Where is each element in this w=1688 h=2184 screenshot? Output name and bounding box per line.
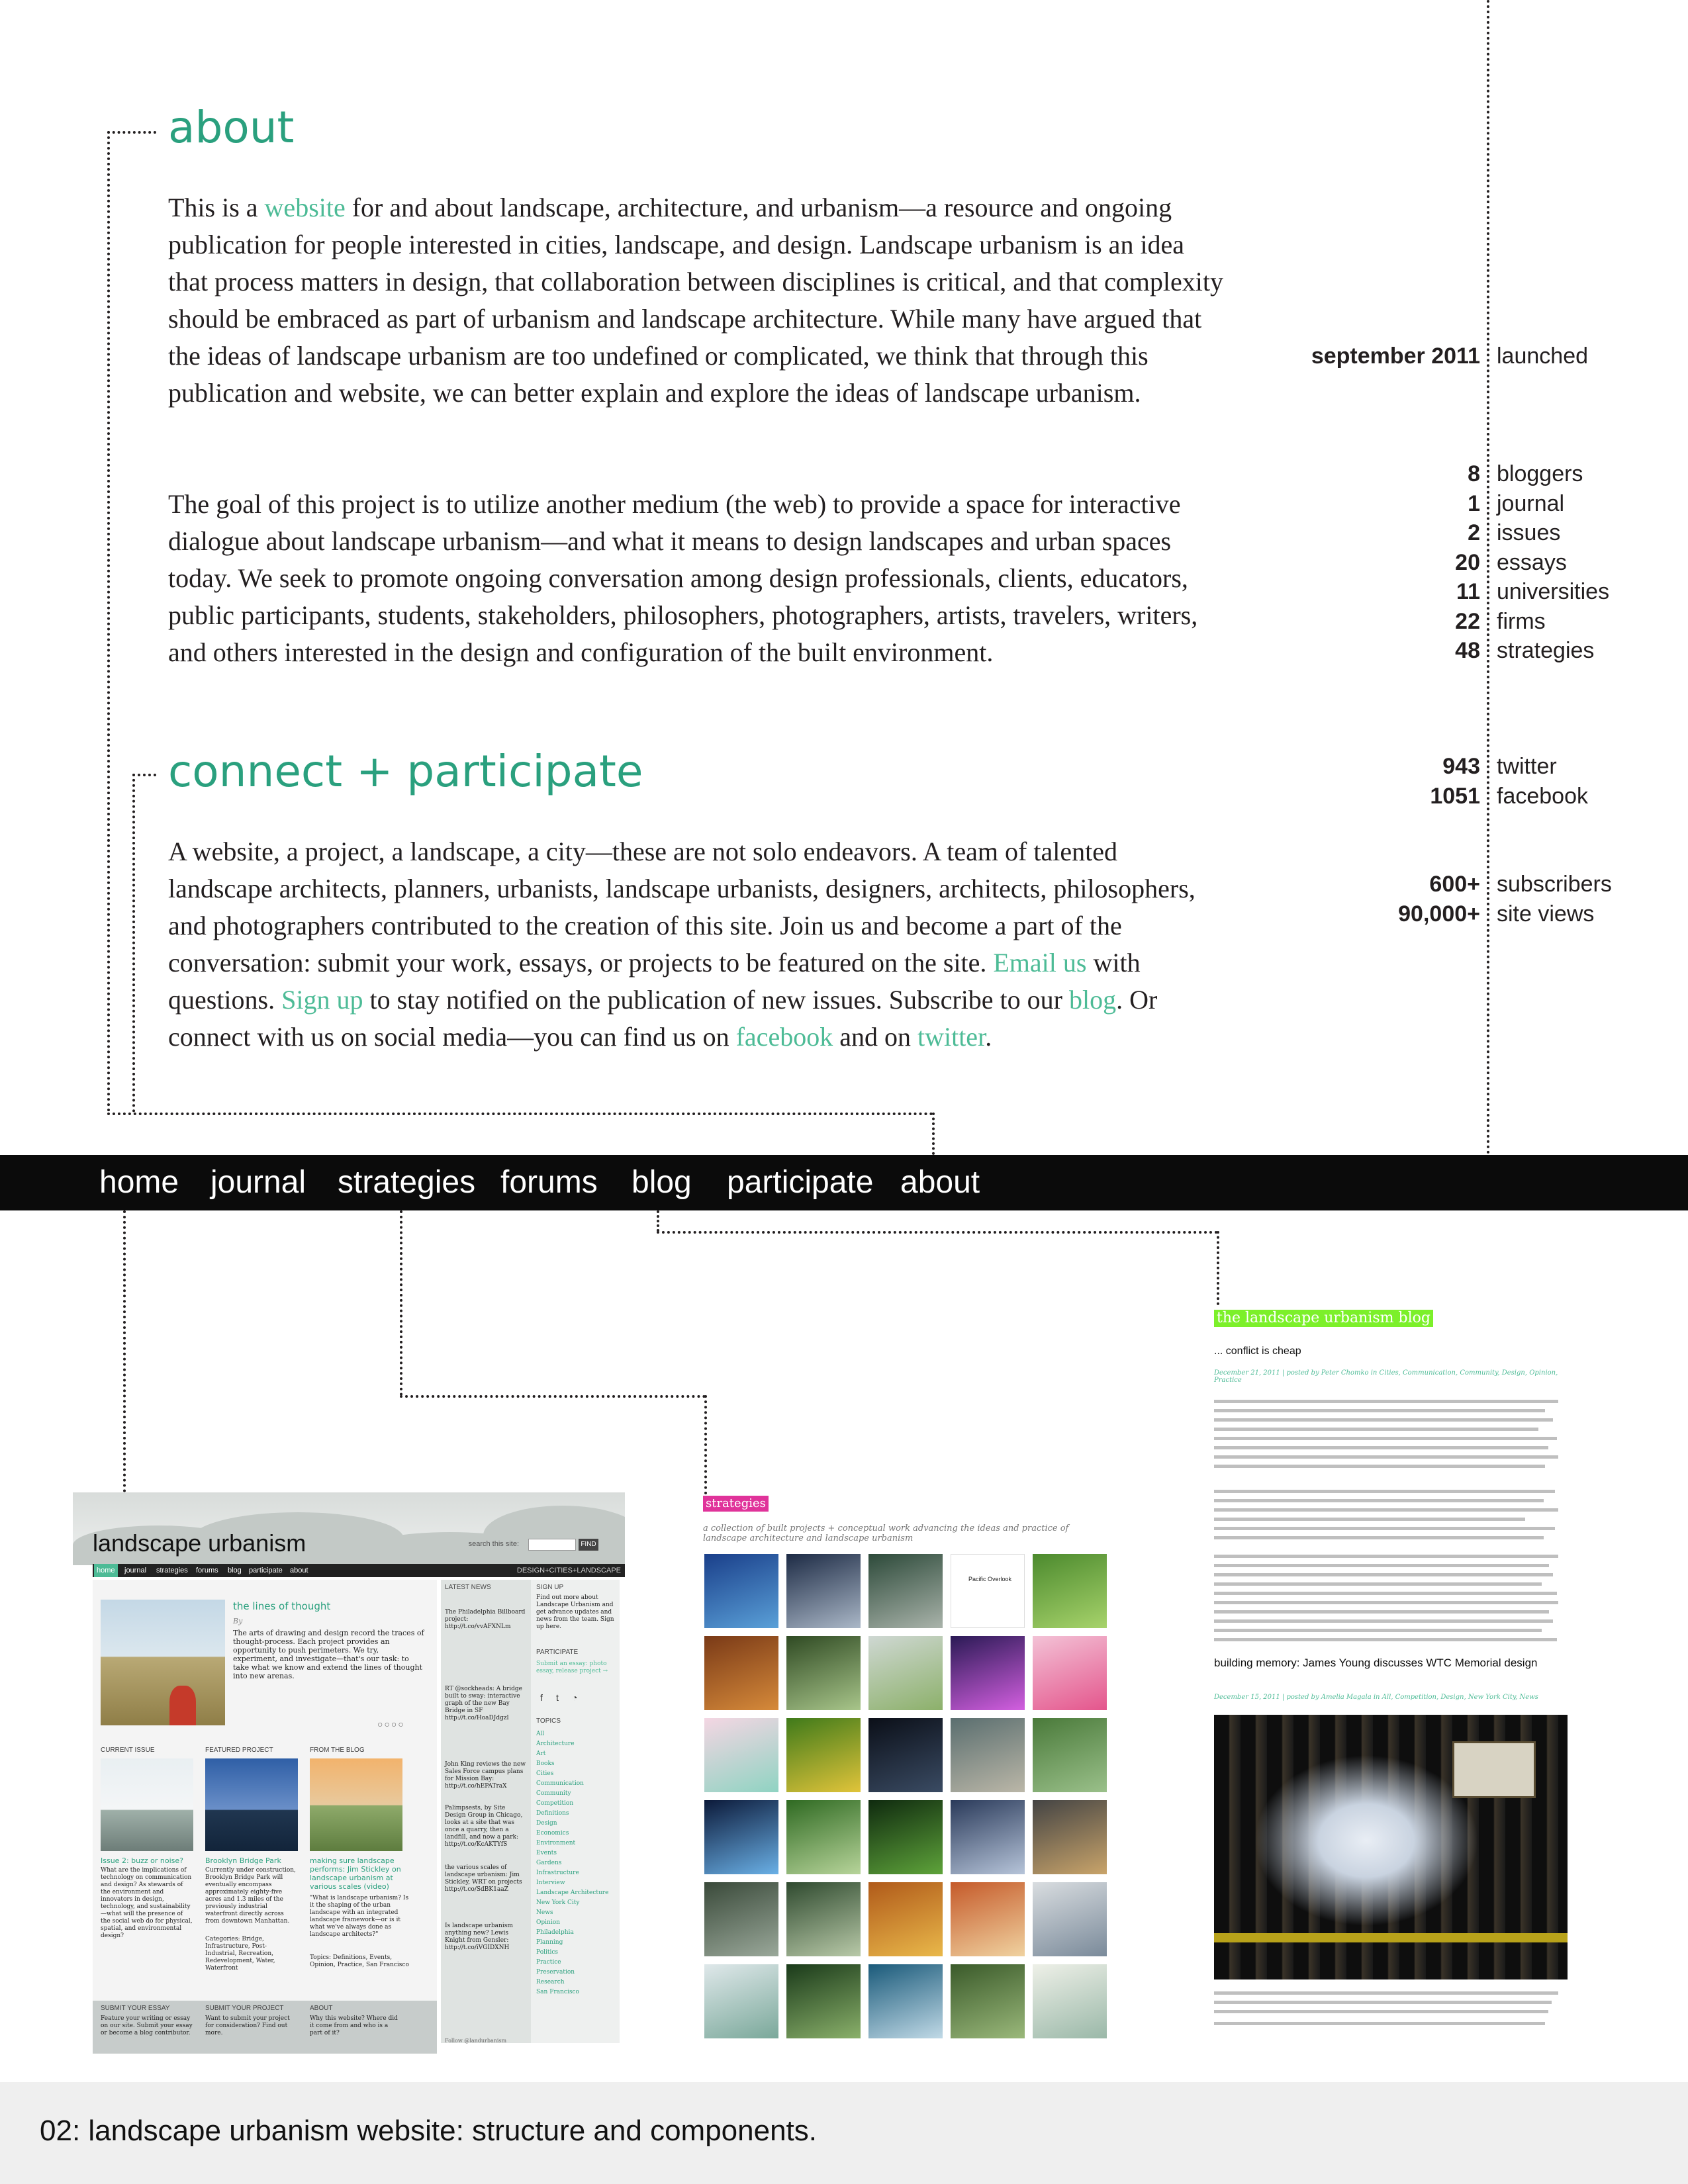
strategy-tile[interactable] — [951, 1882, 1025, 1956]
blog-image[interactable] — [310, 1758, 402, 1851]
about-heading: about — [168, 102, 295, 153]
strategy-tile[interactable] — [704, 1964, 778, 2038]
stat-value: 600+ — [1429, 872, 1480, 897]
strategy-tile[interactable] — [951, 1636, 1025, 1710]
topic-link[interactable]: Definitions — [536, 1810, 569, 1817]
text-line — [1214, 1508, 1558, 1512]
submit-project-text: Want to submit your project for consideration? Find out more. — [205, 2015, 290, 2036]
stat-value: 22 — [1455, 608, 1480, 634]
participate-head: PARTICIPATE — [536, 1649, 579, 1656]
text-line — [1214, 1409, 1545, 1412]
home-nav-item[interactable]: blog — [228, 1567, 242, 1574]
nav-blog[interactable]: blog — [632, 1165, 692, 1200]
about-head[interactable]: ABOUT — [310, 2005, 333, 2012]
about-text: Why this website? Where did it come from and who is a part of it? — [310, 2015, 398, 2036]
topic-link[interactable]: Economics — [536, 1830, 569, 1837]
home-find-button[interactable]: FIND — [579, 1539, 598, 1551]
main-nav-bar — [0, 1155, 1688, 1210]
stat-label: universities — [1497, 579, 1610, 604]
home-search-input[interactable] — [528, 1539, 576, 1551]
text-line — [1214, 1400, 1558, 1403]
strategy-tile[interactable] — [704, 1554, 778, 1628]
connector-line — [400, 1210, 402, 1396]
connector-line — [704, 1395, 707, 1494]
stat-value: 1051 — [1430, 783, 1480, 809]
strategy-tile[interactable] — [786, 1882, 861, 1956]
topic-link[interactable]: Gardens — [536, 1860, 562, 1866]
stat-value: 8 — [1468, 461, 1480, 486]
text-line — [1214, 1638, 1557, 1641]
stat-label: launched — [1497, 343, 1589, 369]
news-item[interactable]: RT @sockheads: A bridge built to sway: interactive graph of the new Bay Bridge in SF http://t.co/HoaDJdgzl — [445, 1686, 522, 1721]
nav-journal[interactable]: journal — [211, 1165, 306, 1200]
text-line — [1214, 1518, 1525, 1521]
memorial-photo — [1214, 1715, 1568, 1979]
home-nav — [93, 1564, 625, 1577]
feature-image — [101, 1600, 225, 1725]
text-line — [1214, 2001, 1552, 2004]
text-line — [1214, 2010, 1548, 2013]
text-line — [1214, 1490, 1555, 1493]
text-line — [1214, 1629, 1542, 1632]
about-paragraph-2: The goal of this project is to utilize another medium (the web) to provide a space for interactive dialogue about landscape urbanism—and what it means to design landscapes and urban spaces today. We seek to promote ongoing conversation among design professionals, clients, educators, public participants, students, stakeholders, philosophers, photographers, artists, travelers, writers, and others interested in the design and configuration of the built environment. — [168, 489, 1198, 667]
home-nav-item[interactable]: about — [290, 1567, 308, 1574]
text-line — [1214, 1573, 1553, 1576]
topic-link[interactable]: Art — [536, 1751, 546, 1757]
connector-line — [123, 1210, 126, 1492]
topic-link[interactable]: Environment — [536, 1840, 576, 1846]
text-line — [1214, 1582, 1542, 1586]
post1-title[interactable]: ... conflict is cheap — [1214, 1345, 1301, 1357]
signup-head: SIGN UP — [536, 1584, 564, 1591]
strategy-tile[interactable] — [786, 1636, 861, 1710]
news-item[interactable]: Palimpsests, by Site Design Group in Chicago, looks at a site that was once a quarry, then a landfill, and now a park: http://t.co/KcAKTYfS — [445, 1805, 523, 1848]
participate-text[interactable]: Submit an essay: photo essay, release project → — [536, 1661, 608, 1674]
latest-news-column — [441, 1580, 531, 2043]
stat-value: 943 — [1442, 754, 1480, 779]
home-sidebar — [441, 1580, 620, 2043]
strategy-tile[interactable] — [951, 1554, 1025, 1628]
text-line — [1214, 1418, 1553, 1422]
connect-text-1: A website, a project, a landscape, a city—these are not solo endeavors. A team of talented landscape architects, planners, urbanists, landscape urbanists, designers, architects, philosophers, and photographers contributed to the creation of this site. Join us and become a part of the conversation: submit your work, essays, or projects to be featured on the site. — [168, 837, 1196, 978]
figure-caption: 02: landscape urbanism website: structure and components. — [40, 2115, 817, 2147]
connect-text-4: . Or connect with us on social media—you can find us on — [168, 985, 1158, 1052]
nav-home[interactable]: home — [99, 1165, 179, 1200]
blog-teaser-title[interactable]: making sure landscape performs: Jim Stickley on landscape urbanism at various scales (video) — [310, 1856, 401, 1891]
strategy-tile[interactable] — [704, 1636, 778, 1710]
text-line — [1214, 1437, 1557, 1440]
stat-label: twitter — [1497, 754, 1557, 779]
strategies-subtitle: a collection of built projects + conceptual work advancing the ideas and practice of landscape architecture and landscape urbanism — [703, 1524, 1069, 1543]
nav-about[interactable]: about — [900, 1165, 980, 1200]
tile-label: Pacific Overlook — [968, 1576, 1012, 1582]
stat-value: 48 — [1455, 638, 1480, 663]
home-main-column — [93, 1580, 437, 2043]
timeline-line — [1487, 0, 1489, 1155]
strategy-tile[interactable] — [868, 1800, 943, 1874]
topic-link[interactable]: All — [536, 1731, 545, 1737]
news-item[interactable]: John King reviews the new Sales Force campus plans for Mission Bay: http://t.co/hEPATraX — [445, 1761, 526, 1790]
text-line — [1214, 1991, 1558, 1995]
rss-icon[interactable]: ◔ — [572, 1692, 578, 1703]
blog-page-screenshot — [1213, 1307, 1570, 2058]
strategy-tile[interactable] — [786, 1718, 861, 1792]
news-item[interactable]: The Philadelphia Billboard project: http://t.co/vvAFXNLm — [445, 1609, 526, 1630]
strategy-tile[interactable] — [786, 1800, 861, 1874]
topic-link[interactable]: Cities — [536, 1770, 554, 1777]
topic-link[interactable]: Architecture — [536, 1741, 575, 1747]
feature-byline: By — [233, 1617, 243, 1625]
topic-link[interactable]: Community — [536, 1790, 571, 1797]
stat-label: subscribers — [1497, 872, 1612, 897]
topic-link[interactable]: Research — [536, 1979, 565, 1985]
connect-text-5: and on — [833, 1022, 917, 1052]
strategy-tile[interactable] — [868, 1554, 943, 1628]
text-line — [1214, 1527, 1555, 1530]
connector-line — [107, 131, 156, 134]
home-nav-item[interactable]: forums — [196, 1567, 218, 1574]
connect-text-6: . — [985, 1022, 992, 1052]
home-site-title: landscape urbanism — [93, 1529, 306, 1557]
nav-strategies[interactable]: strategies — [338, 1165, 476, 1200]
home-search-label: search this site: — [468, 1540, 519, 1548]
stat-label: issues — [1497, 520, 1561, 545]
text-line — [1214, 1536, 1544, 1539]
home-nav-item[interactable]: participate — [249, 1567, 283, 1574]
nav-participate[interactable]: participate — [727, 1165, 874, 1200]
stat-value: 11 — [1456, 579, 1480, 604]
strategy-tile[interactable] — [786, 1554, 861, 1628]
stat-value: 20 — [1455, 549, 1480, 575]
topic-link[interactable]: Landscape Architecture — [536, 1889, 609, 1896]
text-line — [1214, 1555, 1558, 1558]
text-line — [1214, 1446, 1548, 1449]
text-line — [1214, 1428, 1538, 1431]
stat-value: 2 — [1468, 520, 1480, 545]
strategies-page-screenshot — [703, 1496, 1107, 2058]
connector-line — [932, 1113, 935, 1155]
latest-news-head: LATEST NEWS — [445, 1584, 491, 1591]
stat-label: journal — [1497, 490, 1565, 516]
topic-link[interactable]: Opinion — [536, 1919, 560, 1926]
strategy-tile[interactable] — [1033, 1636, 1107, 1710]
stat-value: september 2011 — [1311, 343, 1480, 369]
follow-link[interactable]: Follow @landurbanism — [445, 2038, 507, 2044]
text-line — [1214, 1564, 1549, 1567]
stat-label: strategies — [1497, 638, 1595, 663]
issue-image[interactable] — [101, 1758, 193, 1851]
strategy-tile[interactable] — [868, 1718, 943, 1792]
text-line — [1214, 1601, 1558, 1604]
topic-link[interactable]: New York City — [536, 1899, 580, 1906]
feature-title[interactable]: the lines of thought — [233, 1600, 331, 1612]
text-line — [1214, 1610, 1549, 1614]
blog-title: the landscape urbanism blog — [1214, 1310, 1433, 1327]
email-link[interactable]: Email us — [993, 948, 1087, 978]
connector-line — [132, 774, 156, 776]
connect-paragraph — [168, 833, 1227, 1056]
strategy-tile[interactable] — [704, 1800, 778, 1874]
topic-link[interactable]: Planning — [536, 1939, 563, 1946]
strategies-tag: strategies — [703, 1496, 769, 1512]
project-text: Currently under construction, Brooklyn Bridge Park will eventually encompass approximately eighty-five acres and 1.3 miles of the previously industrial waterfront directly across from downtown Manhattan. — [205, 1867, 296, 1925]
twitter-link[interactable]: twitter — [917, 1022, 986, 1052]
blog-teaser-topics: Topics: Definitions, Events, Opinion, Practice, San Francisco — [310, 1954, 409, 1968]
strategy-tile[interactable] — [1033, 1800, 1107, 1874]
strategy-tile[interactable] — [786, 1964, 861, 2038]
topic-link[interactable]: Competition — [536, 1800, 574, 1807]
strategy-tile[interactable] — [951, 1800, 1025, 1874]
topic-link[interactable]: News — [536, 1909, 553, 1916]
news-item[interactable]: the various scales of landscape urbanism: Jim Stickley, WRT on projects http://t.co/SdBK1aaZ — [445, 1864, 522, 1893]
project-image[interactable] — [205, 1758, 298, 1851]
project-title[interactable]: Brooklyn Bridge Park — [205, 1856, 281, 1865]
strategy-tile[interactable] — [868, 1882, 943, 1956]
strategy-tile[interactable] — [704, 1882, 778, 1956]
connect-text-2: with questions. — [168, 948, 1141, 1015]
topic-link[interactable]: Books — [536, 1760, 555, 1767]
topic-link[interactable]: Infrastructure — [536, 1870, 579, 1876]
strategy-tile[interactable] — [1033, 1882, 1107, 1956]
home-tagline: DESIGN+CITIES+LANDSCAPE — [516, 1567, 621, 1574]
topic-link[interactable]: Preservation — [536, 1969, 575, 1976]
blog-teaser-text: "What is landscape urbanism? Is it the shaping of the urban landscape with an integrated landscape framework—or is it what we've always done as landscape architects?" — [310, 1895, 409, 1938]
nav-forums[interactable]: forums — [500, 1165, 598, 1200]
col-from-blog: FROM THE BLOG — [310, 1747, 365, 1754]
connector-line — [107, 131, 110, 1113]
topic-link[interactable]: Design — [536, 1820, 557, 1827]
text-line — [1214, 1499, 1544, 1502]
project-categories: Categories: Bridge, Infrastructure, Post-Industrial, Recreation, Redevelopment, Water, Waterfront — [205, 1936, 275, 1972]
strategy-tile[interactable] — [868, 1964, 943, 2038]
topic-link[interactable]: San Francisco — [536, 1989, 579, 1995]
stat-label: essays — [1497, 549, 1567, 575]
facebook-link[interactable]: facebook — [735, 1022, 833, 1052]
stat-value: 1 — [1468, 490, 1480, 516]
stat-label: site views — [1497, 901, 1595, 927]
strategy-tile[interactable] — [1033, 1964, 1107, 2038]
blog-link[interactable]: blog — [1069, 985, 1117, 1015]
col-current-issue: CURRENT ISSUE — [101, 1747, 155, 1754]
strategy-tile[interactable] — [1033, 1718, 1107, 1792]
strategy-tile[interactable] — [868, 1636, 943, 1710]
connector-line — [132, 774, 135, 1113]
submit-project-head[interactable]: SUBMIT YOUR PROJECT — [205, 2005, 284, 2012]
topic-link[interactable]: Events — [536, 1850, 557, 1856]
text-line — [1214, 1455, 1558, 1459]
connector-line — [1217, 1231, 1219, 1305]
text-line — [1214, 1619, 1553, 1623]
connect-heading: connect + participate — [168, 746, 643, 797]
topic-link[interactable]: Politics — [536, 1949, 559, 1956]
signup-text: Find out more about Landscape Urbanism and get advance updates and news from the team. Sign up here. — [536, 1594, 614, 1630]
signup-link[interactable]: Sign up — [281, 985, 363, 1015]
text-line — [1214, 1465, 1545, 1468]
stat-label: firms — [1497, 608, 1546, 634]
news-item[interactable]: Is landscape urbanism anything new? Lewis Knight from Gensler: http://t.co/iVGIDXNH — [445, 1923, 513, 1951]
home-nav-item[interactable]: home — [94, 1564, 118, 1577]
strategy-tile[interactable] — [951, 1964, 1025, 2038]
post1-meta: December 21, 2011 | posted by Peter Chomko in Cities, Communication, Community, Design, Opinion, Practice — [1214, 1369, 1558, 1384]
about-paragraph-1 — [168, 189, 1227, 412]
feature-text: The arts of drawing and design record the traces of thought-process. Each project provides an opportunity to push perimeters. We try, experiment, and investigate—that's our task: to take what we know and extend the lines of thought into new arenas. — [233, 1629, 424, 1680]
submit-essay-head[interactable]: SUBMIT YOUR ESSAY — [101, 2005, 170, 2012]
stat-label: facebook — [1497, 783, 1588, 809]
submit-essay-text: Feature your writing or essay on our site. Submit your essay or become a blog contributor. — [101, 2015, 193, 2036]
connect-text-3: to stay notified on the publication of new issues. Subscribe to our — [363, 985, 1069, 1015]
website-link[interactable]: website — [264, 193, 346, 222]
issue-text: What are the implications of technology on communication and design? As stewards of the environment and innovators in design, technology, and sustainability—what will the presence of the social web do for physical, spatial, and environmental design? — [101, 1867, 193, 1939]
col-featured-project: FEATURED PROJECT — [205, 1747, 273, 1754]
issue-title[interactable]: Issue 2: buzz or noise? — [101, 1856, 183, 1865]
topic-link[interactable]: Philadelphia — [536, 1929, 574, 1936]
stat-value: 90,000+ — [1398, 901, 1480, 927]
strategy-tile[interactable] — [704, 1718, 778, 1792]
home-footer — [93, 2001, 437, 2054]
text-line — [1214, 1592, 1557, 1595]
strategy-tile[interactable] — [1033, 1554, 1107, 1628]
topic-link[interactable]: Practice — [536, 1959, 561, 1966]
stat-label: bloggers — [1497, 461, 1583, 486]
home-page-screenshot — [73, 1492, 625, 2055]
text-line — [1214, 2022, 1545, 2025]
connector-line — [657, 1231, 1218, 1234]
home-nav-item[interactable]: journal — [124, 1567, 147, 1574]
home-nav-item[interactable]: strategies — [156, 1567, 188, 1574]
topics-head: TOPICS — [536, 1717, 561, 1725]
connector-line — [400, 1395, 706, 1398]
twitter-icon[interactable]: t — [556, 1692, 559, 1703]
topic-link[interactable]: Communication — [536, 1780, 584, 1787]
about-text-b: for and about landscape, architecture, and urbanism—a resource and ongoing publication for people interested in cities, landscape, and design. Landscape urbanism is an idea that process matters in design, that collaboration between disciplines is critical, and that complexity should be embraced as part of urbanism and landscape architecture. While many have argued that the ideas of landscape urbanism are too undefined or complicated, we think that through this publication and website, we can better explain and explore the ideas of landscape urbanism. — [168, 193, 1224, 408]
post2-meta: December 15, 2011 | posted by Amelia Magala in All, Competition, Design, New York City, News — [1214, 1694, 1538, 1701]
facebook-icon[interactable]: f — [540, 1692, 543, 1703]
strategy-tile[interactable] — [951, 1718, 1025, 1792]
connector-line — [657, 1210, 659, 1232]
about-text-a: This is a — [168, 193, 265, 222]
topic-link[interactable]: Interview — [536, 1880, 565, 1886]
post2-title[interactable]: building memory: James Young discusses WTC Memorial design — [1214, 1657, 1538, 1669]
carousel-dots[interactable]: ○○○○ — [377, 1719, 405, 1729]
connector-line — [107, 1113, 933, 1115]
